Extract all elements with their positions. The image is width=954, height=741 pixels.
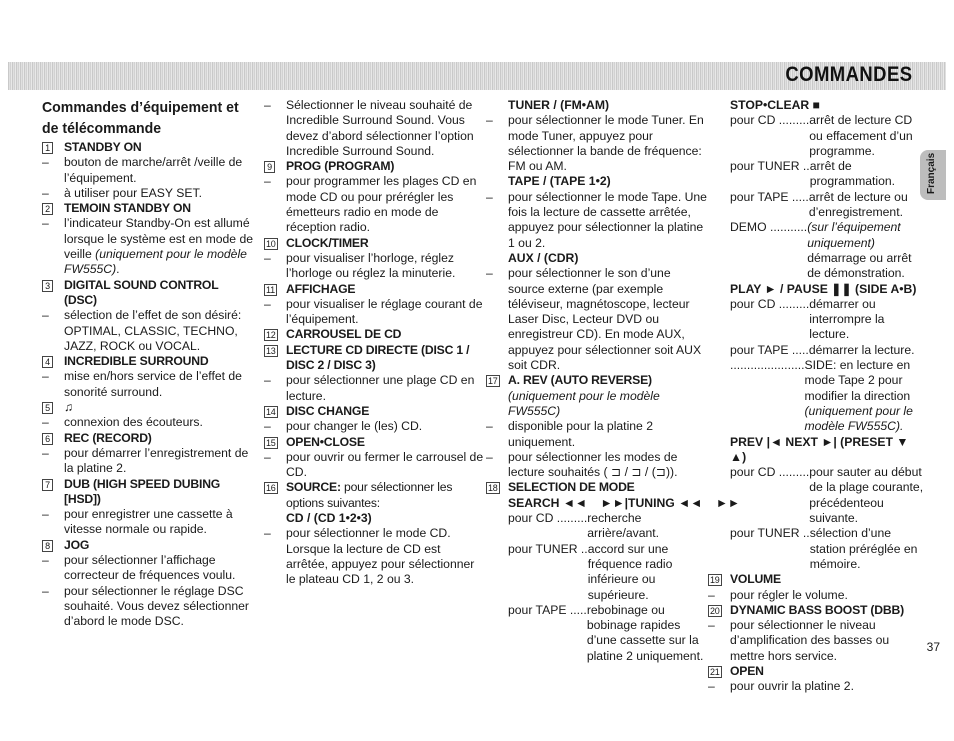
column-2 xyxy=(264,98,484,588)
text-italic: (uniquement pour le modèle FW555C). xyxy=(804,403,913,434)
item-source xyxy=(264,480,484,511)
sub-heading: TAPE / (TAPE 1•2) xyxy=(508,174,611,189)
item-heading: AFFICHAGE xyxy=(286,281,356,296)
text-part: . xyxy=(116,262,120,277)
item-rec xyxy=(42,431,254,446)
item-text-italic: (uniquement pour le modèle FW555C) xyxy=(508,388,660,418)
item-text xyxy=(42,216,254,277)
mode-row xyxy=(708,297,926,343)
mode-row xyxy=(486,511,708,542)
sub-heading: PREV |◄ NEXT ►| (PRESET ▼ ▲) xyxy=(730,434,909,464)
section-title-line1: Commandes d’équipement et xyxy=(42,99,239,116)
mode-row xyxy=(486,603,708,664)
mode-row xyxy=(708,220,926,281)
item-heading: OPEN xyxy=(730,663,764,678)
section-title-line2: de télécommande xyxy=(42,120,162,137)
item-number: 2 xyxy=(42,203,53,215)
item-text: – pour régler le volume. xyxy=(708,588,926,603)
mode-key: ...................... xyxy=(730,358,805,373)
item-heading: DIGITAL SOUND CONTROL (DSC) xyxy=(64,277,219,307)
item-text: – pour sélectionner les modes de lecture souhaités ( ⊐ / ⊐ / (⊐)). xyxy=(486,450,708,481)
item-clock-timer xyxy=(264,236,484,251)
item-text: – mise en/hors service de l’effet de sonorité surround. xyxy=(42,369,254,400)
item-text: – sélection de l’effet de son désiré: OPTIMAL, CLASSIC, TECHNO, JAZZ, ROCK ou VOCAL. xyxy=(42,308,254,354)
item-text: – à utiliser pour EASY SET. xyxy=(42,186,254,201)
item-lecture-directe xyxy=(264,343,484,374)
mode-value xyxy=(805,358,927,434)
mode-key: pour CD ......... xyxy=(730,296,810,311)
mode-row xyxy=(708,343,926,358)
item-text: – pour ouvrir la platine 2. xyxy=(708,679,926,694)
item-text: – pour visualiser le réglage courant de l’équipement. xyxy=(264,297,484,328)
mode-row xyxy=(708,526,926,572)
item-text: – pour sélectionner une plage CD en lecture. xyxy=(264,373,484,404)
item-dbb xyxy=(708,603,926,618)
item-text: – pour sélectionner le son d’une source externe (par exemple téléviseur, magnétoscope, lecteur Laser Disc, Lecteur DVD ou enregistreur CD). En mode AUX, appuyez pour sélectionner soit AUX soit CDR. xyxy=(486,266,708,373)
text-italic: (uniquement pour le modèle FW555C) xyxy=(64,247,247,277)
mode-key: pour CD ......... xyxy=(730,465,810,480)
item-number: 14 xyxy=(266,406,276,417)
sub-heading: AUX / (CDR) xyxy=(508,250,579,265)
mode-value: démarrer la lecture. xyxy=(808,342,915,357)
item-text: – pour changer le (les) CD. xyxy=(264,419,484,434)
mode-key: pour TUNER .. xyxy=(730,159,810,174)
item-number: 13 xyxy=(266,345,276,356)
mode-row xyxy=(708,190,926,221)
page-number: 37 xyxy=(926,640,940,654)
text-part: démarrage ou arrêt de démonstration. xyxy=(807,250,912,281)
item-number: 1 xyxy=(42,142,53,154)
mode-row xyxy=(708,358,926,434)
sub-heading: CD / (CD 1•2•3) xyxy=(286,511,372,526)
mode-key: pour TAPE ..... xyxy=(730,342,809,357)
page-title: COMMANDES xyxy=(784,63,912,86)
item-heading: DYNAMIC BASS BOOST (DBB) xyxy=(730,602,904,617)
item-carrousel xyxy=(264,327,484,342)
item-heading: A. REV (AUTO REVERSE) xyxy=(508,373,652,388)
mode-row xyxy=(486,542,708,603)
text-part: SIDE: en lecture en mode Tape 2 pour modifier la direction xyxy=(804,358,911,403)
item-heading: LECTURE CD DIRECTE (DISC 1 / DISC 2 / DISC 3) xyxy=(286,342,470,373)
item-incredible-surround xyxy=(42,354,254,369)
mode-row xyxy=(708,465,926,526)
item-text: – Sélectionner le niveau souhaité de Incredible Surround Sound. Vous devez d’abord sélectionner l’option Incredible Surround Sound. xyxy=(264,98,484,159)
item-standby-led xyxy=(42,201,254,216)
item-text: – disponible pour la platine 2 uniquement. xyxy=(486,419,708,450)
item-heading: SOURCE: xyxy=(286,480,341,495)
item-number: 19 xyxy=(710,575,720,586)
mode-row xyxy=(708,159,926,190)
item-open-close xyxy=(264,435,484,450)
item-number: 4 xyxy=(42,356,53,368)
item-number: 11 xyxy=(266,284,275,295)
item-disc-change xyxy=(264,404,484,419)
item-heading: DUB (HIGH SPEED DUBING [HSD]) xyxy=(64,476,221,506)
headphone-icon: ♫ xyxy=(64,400,73,415)
mode-key: pour TUNER .. xyxy=(508,541,588,556)
item-number: 16 xyxy=(266,483,276,494)
language-tab-label: Français xyxy=(926,152,937,194)
mode-key: pour TUNER .. xyxy=(730,526,810,541)
item-number: 5 xyxy=(42,402,53,414)
item-number: 9 xyxy=(264,161,275,173)
item-text: – pour enregistrer une cassette à vitesse normale ou rapide. xyxy=(42,507,254,538)
item-headphones xyxy=(42,400,254,415)
item-number: 10 xyxy=(266,238,276,249)
mode-value xyxy=(807,220,926,281)
header-banner xyxy=(8,62,946,90)
item-heading: PROG (PROGRAM) xyxy=(286,159,395,174)
column-1 xyxy=(42,98,254,630)
item-open xyxy=(708,664,926,679)
item-number: 7 xyxy=(42,479,53,491)
mode-value: accord sur une fréquence radio inférieure ou supérieure. xyxy=(587,541,673,602)
item-number: 8 xyxy=(42,540,53,552)
mode-value: sélection d’une station préréglée en mémoire. xyxy=(809,526,918,571)
sub-heading: SEARCH ◄◄ ►►|TUNING ◄◄ ►► xyxy=(508,495,740,510)
mode-value: arrêt de programmation. xyxy=(809,159,896,189)
mode-value: recherche arrière/avant. xyxy=(587,511,660,541)
item-number: 3 xyxy=(42,280,53,292)
item-heading: JOG xyxy=(64,537,90,552)
item-affichage xyxy=(264,282,484,297)
column-4 xyxy=(708,98,926,695)
item-prog xyxy=(264,159,484,174)
item-jog xyxy=(42,538,254,553)
item-heading-rest: pour sélectionner les options suivantes: xyxy=(286,480,453,510)
sub-heading: PLAY ► / PAUSE ❚❚ (SIDE A•B) xyxy=(730,281,917,296)
item-number: 15 xyxy=(266,437,276,448)
mode-value: rebobinage ou bobinage rapides d’une cassette sur la platine 2 uniquement. xyxy=(586,602,704,663)
item-text: – pour sélectionner le mode Tuner. En mode Tuner, appuyez pour sélectionner la bande de fréquence: FM ou AM. xyxy=(486,113,708,174)
item-heading: OPEN•CLOSE xyxy=(286,434,365,449)
item-heading: CARROUSEL DE CD xyxy=(286,327,402,342)
item-text: – pour démarrer l’enregistrement de la platine 2. xyxy=(42,446,254,477)
item-text: – pour sélectionner le mode CD. Lorsque la lecture de CD est arrêtée, appuyez pour sélectionner le plateau CD 1, 2 ou 3. xyxy=(264,526,484,587)
item-heading: TEMOIN STANDBY ON xyxy=(64,201,191,216)
item-number: 12 xyxy=(266,330,276,341)
item-heading: STANDBY ON xyxy=(64,140,142,154)
item-volume xyxy=(708,572,926,587)
item-number: 21 xyxy=(710,666,720,677)
item-number: 18 xyxy=(488,483,498,494)
mode-value: arrêt de lecture ou d’enregistrement. xyxy=(808,189,908,220)
item-heading: REC (RECORD) xyxy=(64,430,152,445)
mode-key: pour TAPE ..... xyxy=(508,602,587,617)
item-heading: DISC CHANGE xyxy=(286,403,370,418)
item-number: 6 xyxy=(42,433,53,445)
item-number: 17 xyxy=(488,376,498,387)
text-italic: (sur l’équipement uniquement) xyxy=(807,220,901,250)
item-selection-mode xyxy=(486,480,708,495)
mode-key: pour TAPE ..... xyxy=(730,189,809,204)
item-text: – connexion des écouteurs. xyxy=(42,415,254,430)
sub-heading: STOP•CLEAR ■ xyxy=(730,98,820,112)
item-text: – pour sélectionner l’affichage correcteur de fréquences voulu. xyxy=(42,553,254,584)
mode-key: DEMO ........... xyxy=(730,220,808,235)
item-text: – pour sélectionner le niveau d’amplification des basses ou mettre hors service. xyxy=(708,618,926,664)
mode-value: démarrer ou interrompre la lecture. xyxy=(809,296,885,342)
item-standby-on xyxy=(42,140,254,155)
mode-value: pour sauter au début de la plage courante, précédenteou suivante. xyxy=(809,465,924,526)
item-dsc xyxy=(42,278,254,309)
item-text: – pour visualiser l’horloge, réglez l’horloge ou réglez la minuterie. xyxy=(264,251,484,282)
item-heading: VOLUME xyxy=(730,572,781,587)
mode-row xyxy=(708,113,926,159)
sub-heading: TUNER / (FM•AM) xyxy=(508,98,610,112)
mode-key: pour CD ......... xyxy=(508,511,588,526)
item-text: – pour sélectionner le réglage DSC souhaité. Vous devez sélectionner d’abord le mode DSC. xyxy=(42,584,254,630)
mode-key: pour CD ......... xyxy=(730,113,810,128)
item-text: – pour sélectionner le mode Tape. Une fois la lecture de cassette arrêtée, appuyez pour sélectionner la platine 1 ou 2. xyxy=(486,190,708,251)
item-heading: CLOCK/TIMER xyxy=(286,235,369,250)
mode-value: arrêt de lecture CD ou effacement d’un programme. xyxy=(809,113,913,158)
text-part: l’indicateur Standby-On est allumé lorsque le système est en mode de veille xyxy=(64,216,254,262)
item-auto-reverse xyxy=(486,373,708,388)
item-text: – bouton de marche/arrêt /veille de l’équipement. xyxy=(42,155,254,186)
item-text: – pour ouvrir ou fermer le carrousel de CD. xyxy=(264,450,484,481)
item-text: – pour programmer les plages CD en mode CD ou pour prérégler les émetteurs radio en mode de réception radio. xyxy=(264,174,484,235)
item-heading: SELECTION DE MODE xyxy=(508,480,635,495)
item-heading: INCREDIBLE SURROUND xyxy=(64,354,209,369)
item-dub xyxy=(42,477,254,508)
item-number: 20 xyxy=(710,605,720,616)
